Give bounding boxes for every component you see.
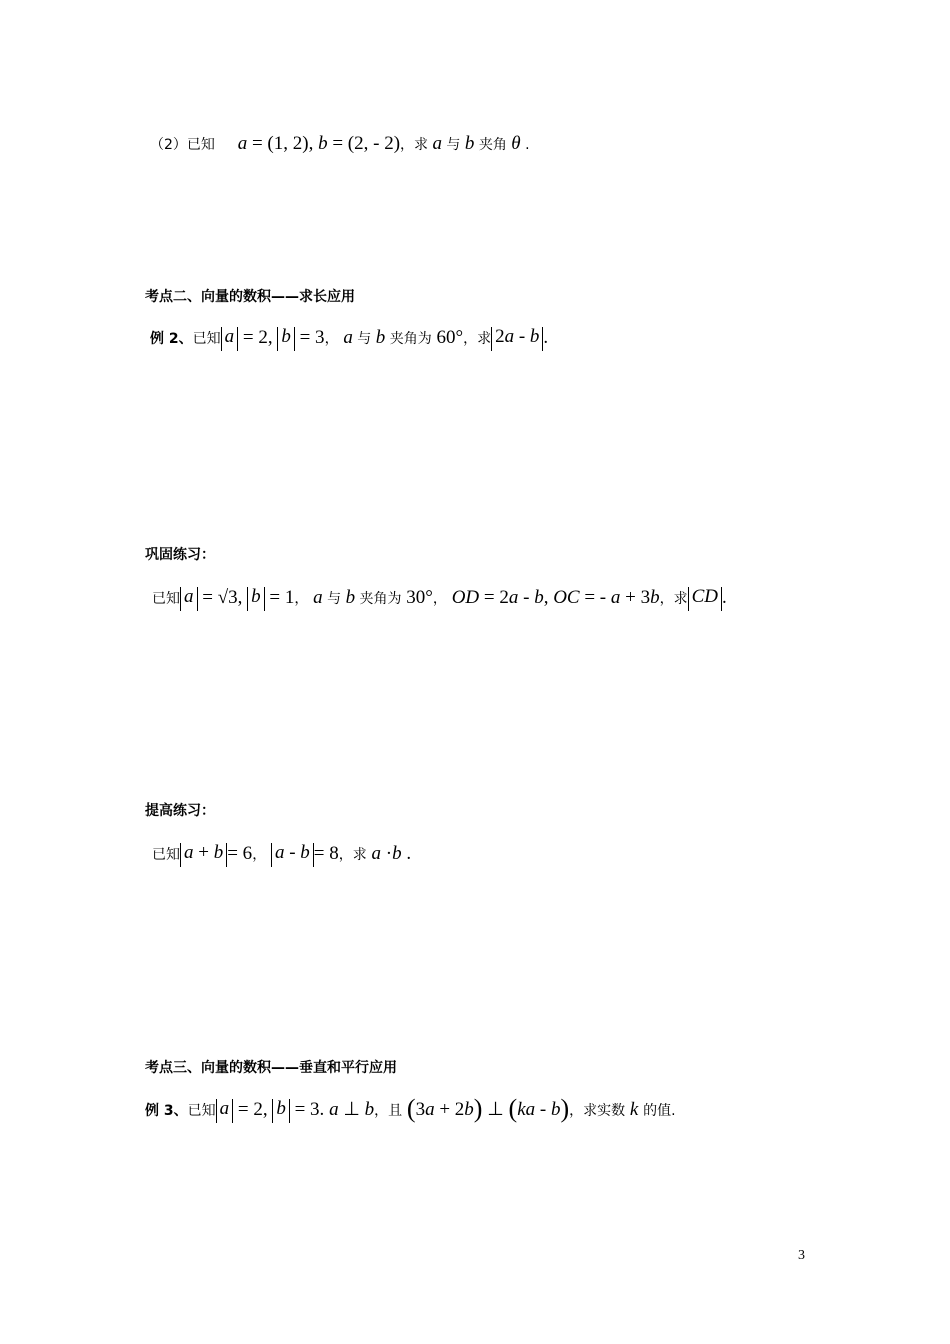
consolidate-problem: 已知 a = √3, b = 1， a 与 b 夹角为 30°， OD = 2a - b, OC = - a + 3b，求 CD . xyxy=(152,586,727,611)
example-3-known: 已知 xyxy=(187,1103,216,1119)
example-2-ask: ，求 xyxy=(463,331,492,347)
advanced-ask: ，求 xyxy=(338,847,367,863)
consolidate-ask: ，求 xyxy=(659,591,688,607)
example-3 xyxy=(145,1094,676,1123)
advanced-title: 提高练习： xyxy=(145,803,215,819)
example-3-label: 例 3、 xyxy=(145,1103,188,1119)
advanced-expr2: a - b xyxy=(271,843,314,867)
example-2-known: 已知 xyxy=(192,331,221,347)
example-2-target: 2a - b xyxy=(491,327,543,351)
consolidate-vectors: OD = 2a - b, OC = - a + 3b xyxy=(451,587,660,608)
consolidate-magnitudes: a = √3, b = 1 xyxy=(180,587,294,608)
consolidate-known: 已知 xyxy=(152,591,180,607)
q1-2-prefix: （2）已知 xyxy=(150,137,215,153)
advanced-problem: 已知 a + b = 6， a - b = 8，求 a ·b . xyxy=(152,842,411,867)
consolidate-angle: 30° xyxy=(406,587,433,608)
example-2-label: 例 2、 xyxy=(150,331,193,347)
example-3-ask: ，求实数 xyxy=(569,1103,626,1119)
advanced-target: a ·b . xyxy=(371,843,412,864)
example-3-suffix: 的值. xyxy=(643,1103,676,1119)
consolidate-angle-text: a 与 b 夹角为 xyxy=(313,587,402,608)
q1-2-suffix: ，求 a 与 b 夹角 θ . xyxy=(400,133,530,154)
example-2-magnitudes: a = 2, b = 3 xyxy=(221,327,325,348)
example-3-and: ，且 xyxy=(374,1103,403,1119)
q1-2-vectors: a = (1, 2), b = (2, - 2) xyxy=(237,133,401,154)
example-3-var: k xyxy=(629,1099,639,1120)
example-2: 例 2、已知 a = 2, b = 3， a 与 b 夹角为 60°，求 2a - b . xyxy=(150,326,548,351)
consolidate-title: 巩固练习： xyxy=(145,547,215,563)
advanced-val2: = 8 xyxy=(313,843,339,864)
page-number: 3 xyxy=(798,1248,805,1263)
advanced-known: 已知 xyxy=(152,847,180,863)
advanced-expr1: a + b xyxy=(180,843,227,867)
advanced-val1: = 6 xyxy=(227,843,253,864)
example-3-condition: a = 2, b = 3. a ⊥ b xyxy=(216,1099,375,1120)
section-3-title: 考点三、向量的数积——垂直和平行应用 xyxy=(145,1060,397,1076)
question-1-2 xyxy=(150,132,530,157)
example-3-perp: (3a + 2b) ⊥ (ka - b) xyxy=(406,1094,570,1123)
consolidate-target: CD xyxy=(688,587,722,611)
example-2-angle-text: a 与 b 夹角为 xyxy=(343,327,432,348)
section-2-title: 考点二、向量的数积——求长应用 xyxy=(145,289,355,305)
example-2-angle: 60° xyxy=(436,327,464,348)
